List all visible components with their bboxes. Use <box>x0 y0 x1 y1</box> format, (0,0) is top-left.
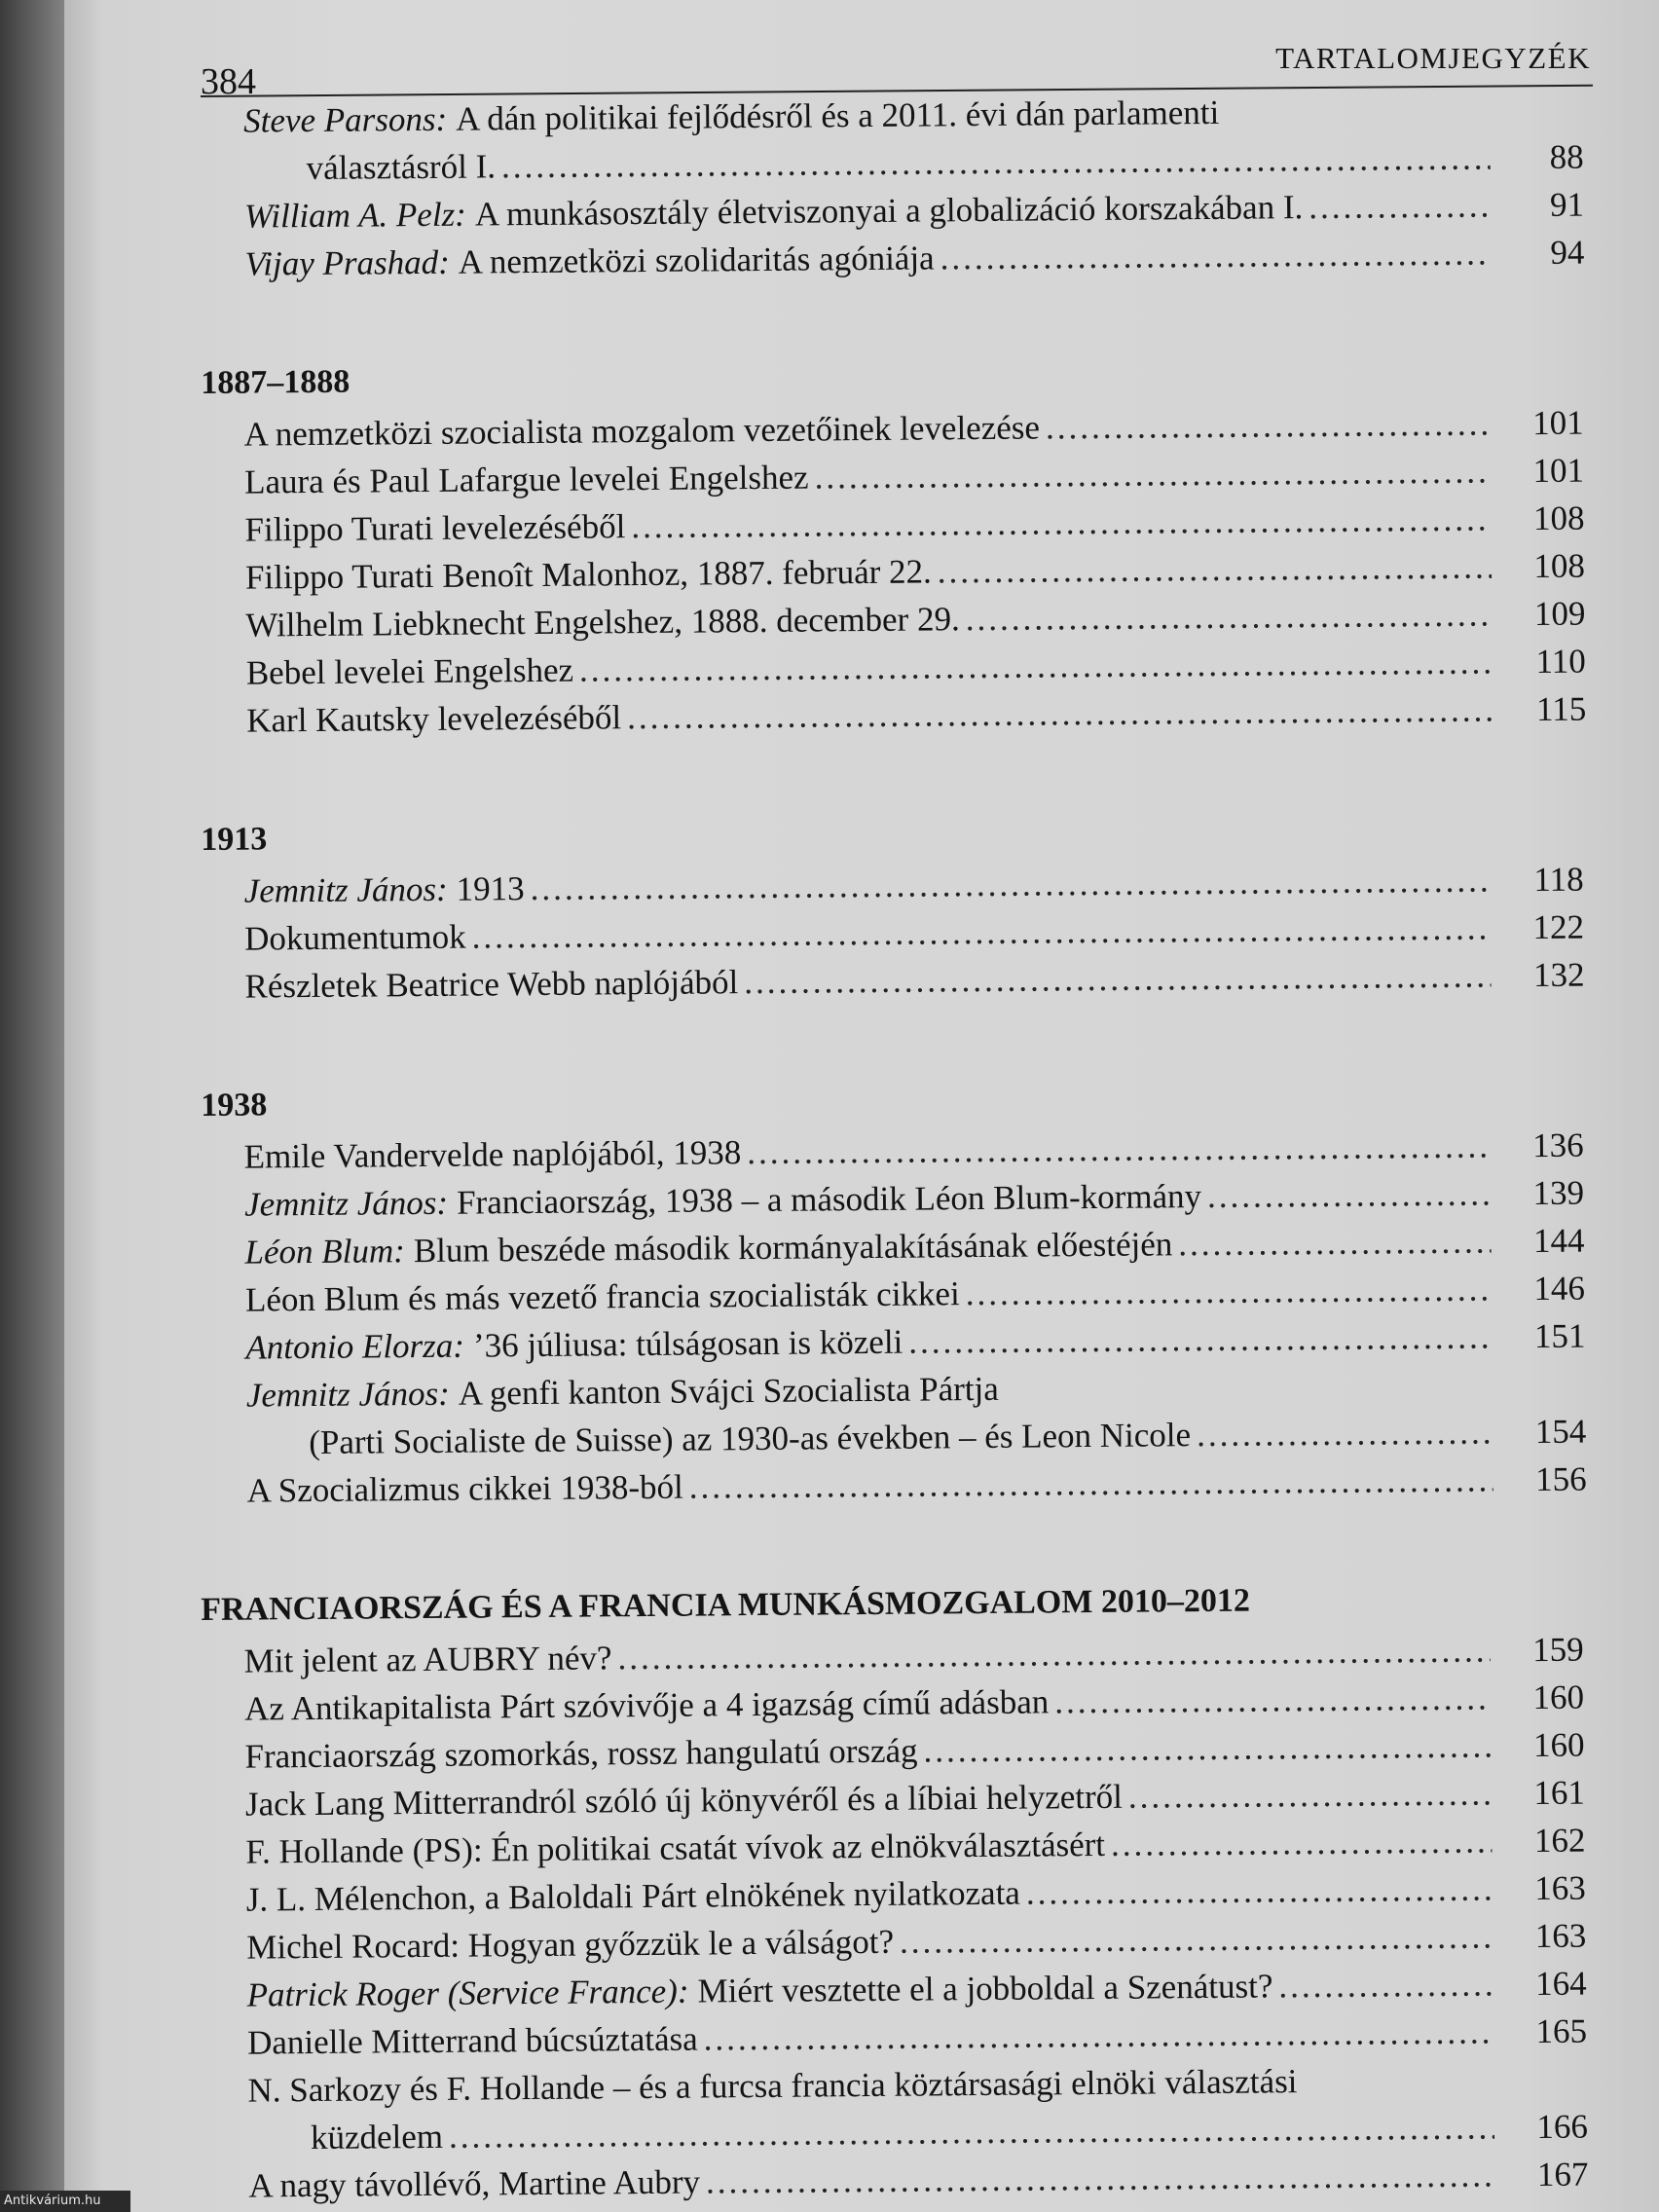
entry-title: Wilhelm Liebknecht Engelshez, 1888. december 29. <box>245 600 960 645</box>
entry-title: N. Sarkozy és F. Hollande – és a furcsa francia köztársasági elnöki választási <box>247 2062 1298 2110</box>
entry-page-number: 108 <box>1532 498 1585 538</box>
entry-title: Az Antikapitalista Párt szóvivője a 4 igazság című adásban <box>243 1682 1050 1728</box>
entry-page-number: 132 <box>1532 955 1585 995</box>
dot-leader <box>631 495 1492 550</box>
entry-page-number: 109 <box>1533 594 1586 634</box>
dot-leader <box>966 590 1493 643</box>
entry-title: Jack Lang Mitterrandról szóló új könyvéről és a líbiai helyzetről <box>244 1777 1124 1824</box>
dot-leader <box>1178 1217 1492 1268</box>
dot-leader <box>689 1456 1493 1510</box>
entry-title: A Szocializmus cikkei 1938-ból <box>246 1467 683 1510</box>
entry-title: A dán politikai fejlődésről és a 2011. évi dán parlamenti <box>456 92 1220 138</box>
dot-leader <box>1309 181 1491 231</box>
entry-author: Patrick Roger (Service France): <box>246 1972 689 2014</box>
entry-title: Laura és Paul Lafargue levelei Engelshez <box>243 458 809 501</box>
toc-entry[interactable] <box>203 1360 1597 1467</box>
entry-title: Karl Kautsky levelezéséből <box>246 698 622 740</box>
entry-title: Miért vesztette el a jobboldal a Szenátust? <box>697 1967 1273 2010</box>
entry-page-number: 115 <box>1535 689 1587 729</box>
dot-leader <box>940 229 1491 281</box>
entry-title: Dokumentumok <box>243 917 466 958</box>
entry-page-number: 118 <box>1533 860 1584 900</box>
entry-page-number: 139 <box>1532 1173 1585 1213</box>
entry-title: Léon Blum és más vezető francia szocialisták cikkei <box>244 1274 960 1319</box>
dot-leader <box>501 133 1491 190</box>
entry-title: 1913 <box>456 869 525 908</box>
entry-page-number: 136 <box>1531 1125 1584 1165</box>
entry-title: Franciaország szomorkás, rossz hangulatú ország <box>244 1731 918 1776</box>
entry-title: ’36 júliusa: túlságosan is közeli <box>472 1322 903 1365</box>
entry-title-continued: küzdelem <box>310 2117 444 2157</box>
entry-title: F. Hollande (PS): Én politikai csatát vívok az elnökválasztásért <box>245 1825 1106 1871</box>
entry-page-number: 165 <box>1535 2011 1588 2051</box>
toc-section <box>201 1067 1597 1515</box>
entry-page-number: 164 <box>1534 1964 1587 2004</box>
dot-leader <box>900 1912 1493 1965</box>
entry-page-number: 163 <box>1534 1916 1587 1956</box>
page-number: 384 <box>201 61 256 102</box>
entry-title: Bebel levelei Engelshez <box>245 650 574 692</box>
dot-leader <box>627 685 1493 741</box>
entry-title: A genfi kanton Svájci Szocialista Pártja <box>458 1369 999 1413</box>
entry-author: Steve Parsons: <box>243 99 448 140</box>
entry-title: Blum beszéde második kormányalakításának előestéjén <box>413 1225 1173 1271</box>
entry-title: Emile Vandervelde naplójából, 1938 <box>243 1133 742 1176</box>
dot-leader <box>1054 1674 1491 1725</box>
entry-title: A nemzetközi szolidaritás agóniája <box>458 239 935 281</box>
entry-title: A munkásosztály életviszonyai a globalizáció korszakában I. <box>474 188 1304 234</box>
entry-title: Franciaország, 1938 – a második Léon Blum-kormány <box>456 1177 1202 1222</box>
entry-title: Filippo Turati levelezéséből <box>244 507 626 549</box>
entry-title: Danielle Mitterrand búcsúztatása <box>246 2019 698 2062</box>
section-title: FRANCIAORSZÁG ÉS A FRANCIA MUNKÁSMOZGALOM 2010–2012 <box>201 1582 1251 1628</box>
running-title: TARTALOMJEGYZÉK <box>1275 41 1591 75</box>
dot-leader <box>579 638 1493 693</box>
entry-title: Mit jelent az AUBRY név? <box>243 1639 612 1680</box>
entry-page-number: 160 <box>1532 1677 1585 1717</box>
entry-author: Jemnitz János: <box>245 1374 450 1415</box>
entry-author: Léon Blum: <box>244 1232 406 1272</box>
entry-title-continued: (Parti Socialiste de Suisse) az 1930-as években – és Leon Nicole <box>309 1416 1192 1462</box>
toc-entry[interactable] <box>201 86 1594 193</box>
entry-page-number: 101 <box>1531 403 1584 443</box>
section-title: 1913 <box>201 821 268 858</box>
entry-page-number: 154 <box>1534 1412 1587 1452</box>
dot-leader <box>530 856 1490 912</box>
entry-page-number: 161 <box>1533 1773 1586 1813</box>
dot-leader <box>706 2151 1495 2205</box>
dot-leader <box>744 951 1492 1006</box>
dot-leader <box>1207 1169 1491 1220</box>
dot-leader <box>814 447 1491 500</box>
entry-author: Vijay Prashad: <box>244 242 450 283</box>
entry-page-number: 122 <box>1532 907 1585 947</box>
watermark: Antikvárium.hu <box>0 2191 130 2212</box>
entry-author: Antonio Elorza: <box>245 1326 465 1367</box>
entry-page-number: 156 <box>1534 1459 1587 1499</box>
dot-leader <box>966 1265 1493 1317</box>
section-title: 1938 <box>201 1087 268 1124</box>
dot-leader <box>1128 1769 1492 1820</box>
entry-title: Filippo Turati Benoît Malonhoz, 1887. február 22. <box>244 552 932 597</box>
dot-leader <box>923 1721 1491 1774</box>
dot-leader <box>747 1122 1491 1176</box>
toc-section <box>201 86 1595 288</box>
entry-page-number: 110 <box>1535 642 1586 682</box>
toc-section <box>201 801 1595 1011</box>
section-title: 1887–1888 <box>201 363 350 401</box>
dot-leader <box>938 542 1493 595</box>
entry-page-number: 144 <box>1532 1221 1585 1261</box>
entry-page-number: 101 <box>1532 451 1585 491</box>
book-spine-shadow <box>0 0 70 2212</box>
table-of-contents <box>201 92 1593 2210</box>
dot-leader <box>1111 1817 1493 1867</box>
entry-author: Jemnitz János: <box>243 869 448 910</box>
entry-page-number: 108 <box>1533 546 1586 586</box>
entry-page-number: 160 <box>1532 1725 1585 1765</box>
dot-leader <box>1046 399 1491 451</box>
dot-leader <box>1197 1408 1493 1458</box>
dot-leader <box>1278 1960 1493 2009</box>
entry-page-number: 166 <box>1536 2107 1589 2147</box>
dot-leader <box>617 1626 1491 1681</box>
entry-page-number: 163 <box>1534 1868 1586 1908</box>
entry-page-number: 167 <box>1536 2155 1589 2194</box>
toc-section <box>201 345 1596 745</box>
entry-page-number: 159 <box>1531 1630 1584 1670</box>
entry-page-number: 162 <box>1533 1821 1586 1861</box>
entry-title: J. L. Mélenchon, a Baloldali Párt elnökének nyilatkozata <box>245 1873 1021 1919</box>
entry-title: A nagy távollévő, Martine Aubry <box>248 2162 701 2205</box>
entry-title: Michel Rocard: Hogyan győzzük le a válságot? <box>246 1922 895 1967</box>
dot-leader <box>1026 1864 1493 1916</box>
toc-entry[interactable] <box>204 2055 1598 2162</box>
entry-author: Jemnitz János: <box>243 1183 449 1224</box>
entry-author: William A. Pelz: <box>243 195 467 236</box>
dot-leader <box>703 2008 1493 2062</box>
toc-section <box>201 1571 1599 2210</box>
entry-page-number: 91 <box>1549 185 1585 224</box>
entry-title-continued: választásról I. <box>306 147 497 188</box>
book-page <box>64 0 1659 2212</box>
entry-page-number: 151 <box>1533 1316 1586 1356</box>
entry-page-number: 94 <box>1550 233 1585 272</box>
entry-page-number: 146 <box>1533 1269 1586 1309</box>
entry-title: Részletek Beatrice Webb naplójából <box>244 963 739 1006</box>
entry-title: A nemzetközi szocialista mozgalom vezetőinek levelezése <box>243 408 1041 454</box>
dot-leader <box>908 1312 1492 1365</box>
entry-page-number: 88 <box>1549 137 1584 176</box>
